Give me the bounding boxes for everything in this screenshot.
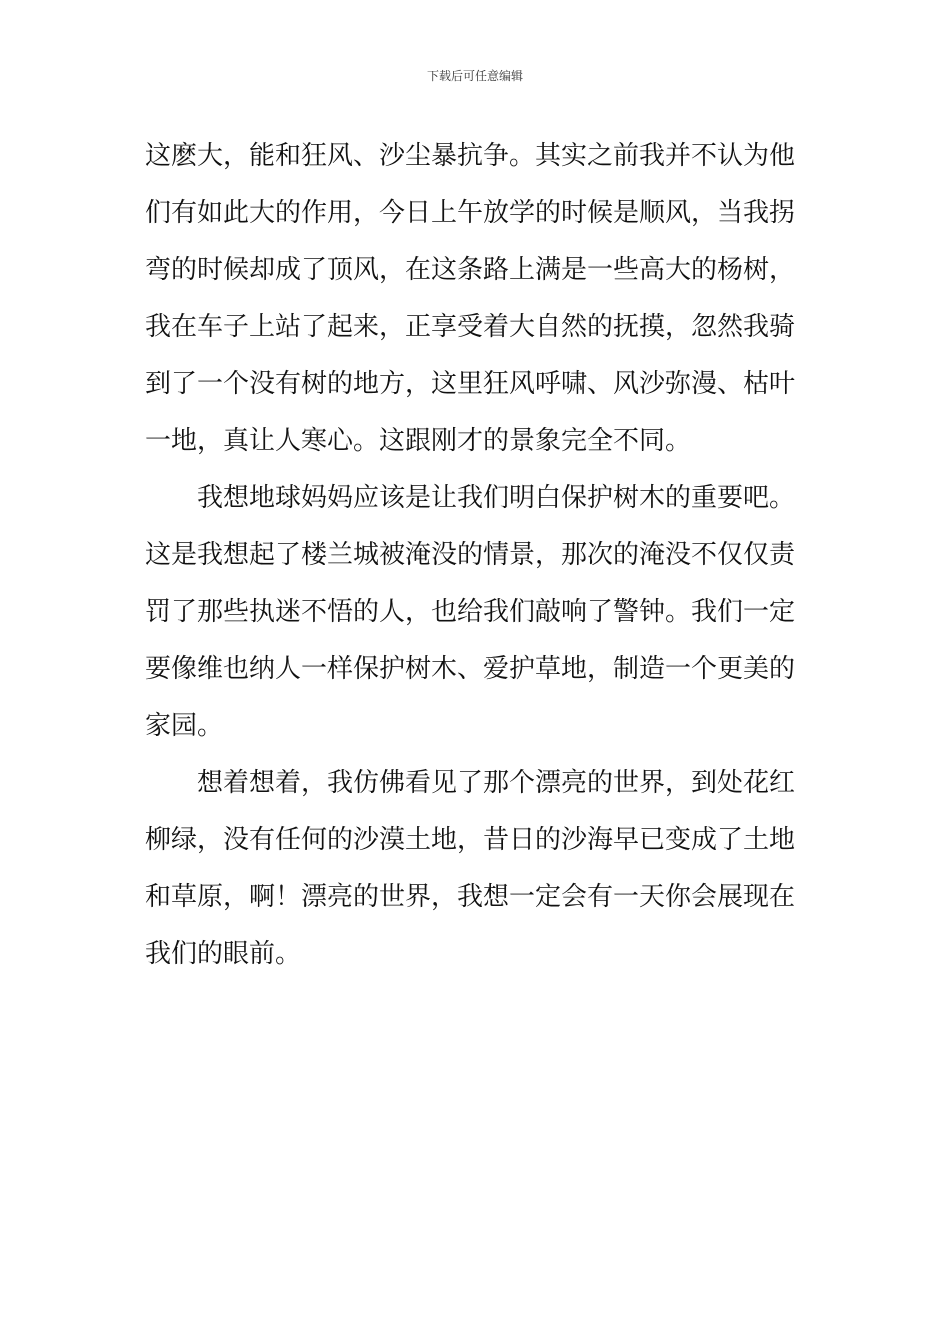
text-line: 要像维也纳人一样保护树木、爱护草地，制造一个更美的 [145, 654, 796, 684]
text-line: 弯的时候却成了顶风，在这条路上满是一些高大的杨树， [145, 255, 796, 285]
text-line: 想着想着，我仿佛看见了那个漂亮的世界，到处花红 [197, 768, 796, 798]
text-line: 罚了那些执迷不悟的人，也给我们敲响了警钟。我们一定 [145, 597, 796, 627]
text-line: 我想地球妈妈应该是让我们明白保护树木的重要吧。 [197, 483, 796, 513]
text-line: 到了一个没有树的地方，这里狂风呼啸、风沙弥漫、枯叶 [145, 369, 796, 399]
text-line: 柳绿，没有任何的沙漠土地，昔日的沙海早已变成了土地 [145, 825, 796, 855]
text-line: 和草原，啊！漂亮的世界，我想一定会有一天你会展现在 [145, 882, 796, 912]
text-line: 家园。 [145, 711, 224, 741]
text-line: 这麽大，能和狂风、沙尘暴抗争。其实之前我并不认为他 [145, 141, 796, 171]
text-line: 我在车子上站了起来，正享受着大自然的抚摸，忽然我骑 [145, 312, 796, 342]
text-line: 我们的眼前。 [145, 939, 302, 969]
text-line: 这是我想起了楼兰城被淹没的情景，那次的淹没不仅仅责 [145, 540, 796, 570]
text-line: 一地，真让人寒心。这跟刚才的景象完全不同。 [145, 426, 692, 456]
page-header: 下载后可任意编辑 [426, 69, 523, 83]
document-body [145, 128, 807, 983]
text-line: 们有如此大的作用，今日上午放学的时候是顺风，当我拐 [145, 198, 796, 228]
